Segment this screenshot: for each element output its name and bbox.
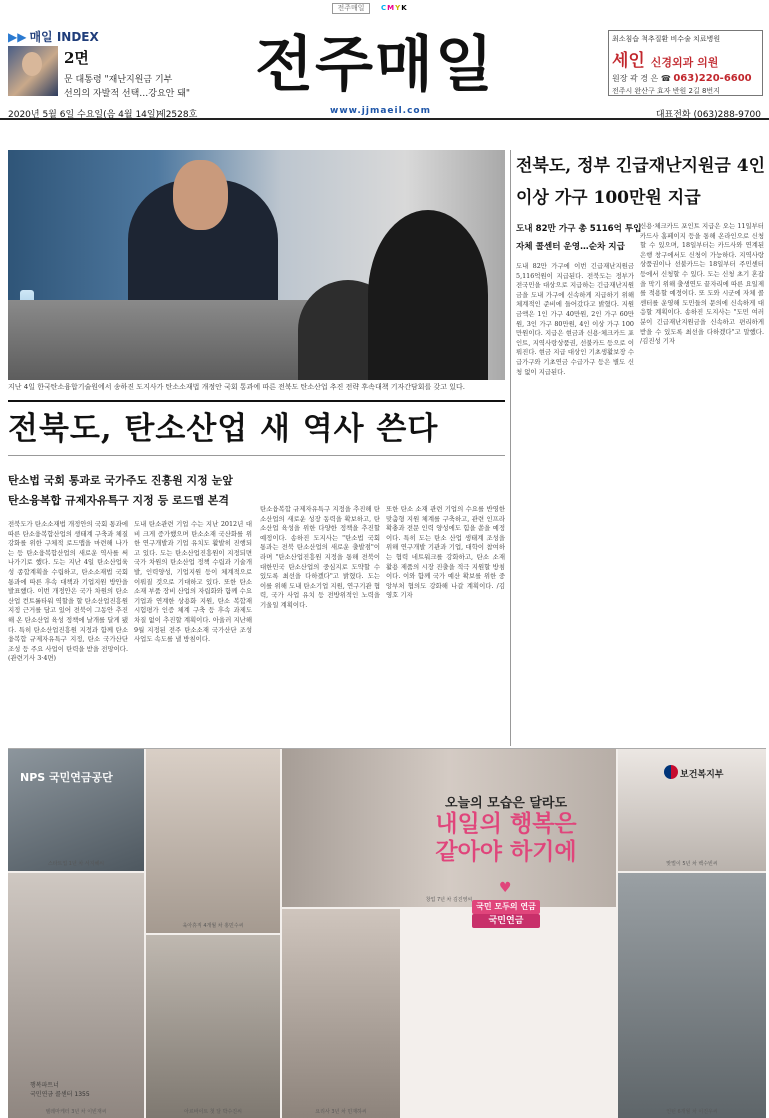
ad-slogan-small: 오늘의 모습은 달라도: [444, 796, 568, 811]
index-page-number[interactable]: 2면: [64, 49, 89, 67]
hotline-number: 국민연금 콜센터 1355: [30, 1091, 90, 1098]
index-line-1[interactable]: 문 대통령 "재난지원금 기부: [64, 75, 173, 85]
clinic-ad-name-main: 세인: [612, 51, 645, 71]
cmyk-y: Y: [395, 4, 402, 12]
clinic-ad-phone: 063)220-6600: [673, 73, 752, 84]
column-divider: [510, 150, 511, 746]
clinic-ad[interactable]: [608, 30, 763, 96]
index-title-text: 매일 INDEX: [29, 30, 99, 44]
right-story-column-2: 신용·체크카드 포인트 지급은 오는 11일부터 카드사 홈페이지 등을 통해 온라인으로 신청할 수 있으며, 18일부터는 카드사와 연계된 은행 창구에서도 신청이 가능하다. 지역사랑상품권이나 선불카드는 18일부터 주민센터 등에서 신청할 수 있다. 도는 신청 초기 혼잡을 막기 위해 출생연도 끝자리에 따른 요일제를 적용할 예정이다. 또 도와 시군에 자체 콜센터를 운영해 도민들의 문의에 신속하게 대응할 계획이다. 송하진 도지사는 "도민 여러분이 긴급재난지원금을 신속하고 편리하게 받을 수 있도록 최선을 다하겠다"고 말했다. /김진성 기자: [640, 222, 764, 346]
right-story-column-1: 도내 82만 가구에 이번 긴급재난지원금 5,116억원이 지급된다. 전북도는 정부가 전국민을 대상으로 지급하는 긴급재난지원금을 도내 가구에 신속하게 지급하기 위해 체계적인 준비에 들어갔다고 밝혔다. 지원 금액은 1인 가구 40만원, 2인 가구 60만원, 3인 가구 80만원, 4인 이상 가구 100만원이다. 지급은 현금과 신용·체크카드 포인트, 지역사랑상품권, 선불카드 등으로 이뤄진다. 현금 지급 대상인 기초생활보장 수급가구와 기초연금 수급가구 등은 별도 신청 없이 지급된다.: [516, 262, 634, 376]
speaker-face-shape: [173, 160, 228, 230]
ad-panel-parental-leave: [146, 749, 280, 933]
ad-caption-5: 텔레마케터 3년 차 이빈재씨: [45, 1109, 107, 1115]
main-story-column-3: 탄소융복합 규제자유특구 지정을 추진해 탄소산업의 새로운 성장 동력을 확보하고, 탄소산업 육성을 위한 다양한 정책을 추진할 예정이다. 송하진 도지사는 "탄소법 국회 통과는 전북 탄소산업의 새로운 출발점"이라며 "탄소산업진흥원 지정을 통해 전북이 대한민국 탄소산업의 중심지로 도약할 수 있도록 최선을 다하겠다"고 밝혔다. 도는 이를 위해 도내 탄소기업 지원, 연구기관 협력, 국가 사업 유치 등 전방위적인 노력을 기울일 계획이다.: [260, 505, 380, 609]
clinic-ad-director: 원장 곽 경 은: [612, 74, 659, 83]
ad-caption-3: 창업 7년 차 김진영씨: [425, 897, 473, 903]
main-story-column-2: 도내 탄소관련 기업 수는 지난 2012년 대비 크게 증가했으며 탄소소재 국산화를 위한 연구개발과 기업 유치도 활발히 진행되고 있다. 도는 탄소산업진흥원이 지정되면 국가 차원의 탄소산업 정책 수립과 기술개발, 인력양성, 기업지원 등이 체계적으로 이뤄질 것으로 기대하고 있다. 또한 탄소 소재 부품 장비 산업의 자립화와 함께 수요기업과 연계한 상용화 지원, 탄소 복합재 시험평가 인증 체계 구축 등 후속 과제도 차질 없이 추진할 계획이다. 아울러 지난해 9월 지정된 전주 탄소소재 국가산단 조성 사업도 속도를 낼 방침이다.: [134, 520, 252, 644]
cmyk-m: M: [387, 4, 396, 12]
ad-caption-4: 맞벌이 5년 차 백수빈씨: [666, 861, 718, 867]
ad-caption-8: 인턴 6개월 차 이진우씨: [666, 1109, 718, 1115]
ad-panel-chef: [282, 909, 400, 1118]
clinic-ad-name: [612, 46, 759, 71]
ad-panel-parttime: [146, 935, 280, 1118]
ad-panel-intern: [618, 873, 766, 1118]
index-box: [8, 28, 238, 102]
press-conference-photo[interactable]: [8, 150, 505, 380]
issue-number: 제2528호: [157, 110, 198, 120]
main-story-column-4: 또한 탄소 소재 관련 기업의 수요를 반영한 맞춤형 지원 체계를 구축하고, 관련 인프라 확충과 전문 인력 양성에도 힘을 쏟을 예정이다. 특히 도는 탄소 산업 생태계 조성을 위해 연구개발 기관과 기업, 대학이 참여하는 협력 네트워크를 강화하고, 탄소 소재 활용 제품의 시장 진출을 적극 지원할 방침이다. 이와 함께 국가 예산 확보를 위한 중앙부처 협의도 강화해 나갈 계획이다. /김영호 기자: [386, 505, 505, 600]
ad-caption-6: 아르바이트 첫 달 박수진씨: [184, 1109, 242, 1115]
issue-date: 2020년 5월 6일 수요일(음 4월 14일): [8, 110, 160, 120]
index-line-2[interactable]: 선의의 자발적 선택…강요안 돼": [64, 89, 191, 99]
main-subheadline-1: 탄소법 국회 통과로 국가주도 진흥원 지정 눈앞: [8, 474, 233, 487]
dateline-bar: [0, 104, 769, 120]
ad-caption-1: 스타트업 1년 차 서지혜씨: [47, 861, 105, 867]
website-link[interactable]: www.jjmaeil.com: [330, 106, 431, 116]
cmyk-marks: [381, 4, 408, 12]
clinic-ad-tagline: 최소침습 척추질환 비수술 치료병원: [612, 35, 721, 43]
double-arrow-icon: ▶▶: [8, 30, 27, 44]
clinic-ad-address: 전주시 완산구 효자 반원 2길 8번지: [612, 87, 720, 95]
ad-slogan-line-1: 내일의 행복은: [435, 811, 577, 837]
ad-slogan-line-2: 같아야 하기에: [435, 839, 577, 865]
main-subheadline-2: 탄소융복합 규제자유특구 지정 등 로드맵 본격: [8, 494, 230, 507]
ad-caption-2: 육아휴직 4개월 차 홍민수씨: [182, 923, 244, 929]
index-thumbnail-photo[interactable]: [8, 46, 58, 96]
reporter-shape-1: [368, 210, 488, 380]
clinic-ad-contact: 원장 곽 경 은 ☎ 063)220-6600: [612, 73, 752, 84]
right-headline[interactable]: 전북도, 정부 긴급재난지원금 4인 이상 가구 100만원 지급: [516, 156, 765, 208]
ad-tagline-pill: 국민 모두의 연금: [472, 900, 540, 914]
newspaper-logo[interactable]: 전주매일: [255, 30, 495, 100]
taegeuk-icon: [664, 765, 678, 779]
ad-panel-startup: [8, 749, 144, 871]
clinic-ad-name-tail: 신경외과 의원: [650, 56, 719, 69]
index-title: [8, 28, 238, 44]
right-subheadline-1: 도내 82만 가구 총 5116억 투입: [516, 224, 642, 234]
main-story-column-1: 전북도가 탄소소재법 개정안의 국회 통과에 따른 탄소융복합산업의 생태계 구축과 체질 강화를 위한 구체적 로드맵을 마련해 나가는 등 탄소융복합산업의 새로운 역사를 써 나가기로 했다. 도는 지난 4일 탄소산업육성 종합계획을 수립하고, 탄소소재법 국회통과에 따른 후속 대책과 기업지원 방안을 발표했다. 이번 개정안은 국가 차원의 탄소산업 컨트롤타워 역할을 할 탄소산업진흥원 지정 근거를 담고 있어 전북이 그동안 추진해 온 탄소산업 육성 정책에 날개를 달게 됐다. 특히 탄소산업진흥원 지정과 함께 탄소융복합 규제자유특구 지정, 탄소 국가산단 조성 등 주요 사업이 탄력을 받을 전망이다. (관련기사 3·4면): [8, 520, 128, 663]
desk-shape: [8, 300, 328, 380]
photo-caption: 지난 4일 한국탄소융합기술원에서 송하진 도지사가 탄소소재법 개정안 국회 통과에 따른 전북도 탄소산업 추진 전략 후속대책 기자간담회를 갖고 있다.: [8, 383, 465, 391]
main-phone: 대표전화 (063)288-9700: [655, 110, 761, 120]
heart-hand-icon: ♥: [499, 880, 512, 896]
cmyk-c: C: [381, 4, 388, 12]
main-headline[interactable]: 전북도, 탄소산업 새 역사 쓴다: [8, 400, 505, 456]
nps-logo: NPS 국민연금공단: [20, 771, 113, 784]
hotline-label: 행복파트너: [30, 1082, 59, 1089]
pension-ad[interactable]: [8, 748, 766, 1118]
print-registration-mark: 전주매일: [332, 3, 370, 14]
pension-hotline[interactable]: [30, 1080, 90, 1098]
right-subheadline-2: 자체 콜센터 운영…순차 지급: [516, 242, 625, 252]
ad-brand-pill[interactable]: 국민연금: [472, 914, 540, 928]
mohw-logo: 보건복지부: [680, 770, 724, 780]
cmyk-k: K: [401, 4, 408, 12]
ad-slogan-big: [400, 810, 612, 866]
ad-caption-7: 요리사 3년 차 민재하씨: [315, 1109, 367, 1115]
